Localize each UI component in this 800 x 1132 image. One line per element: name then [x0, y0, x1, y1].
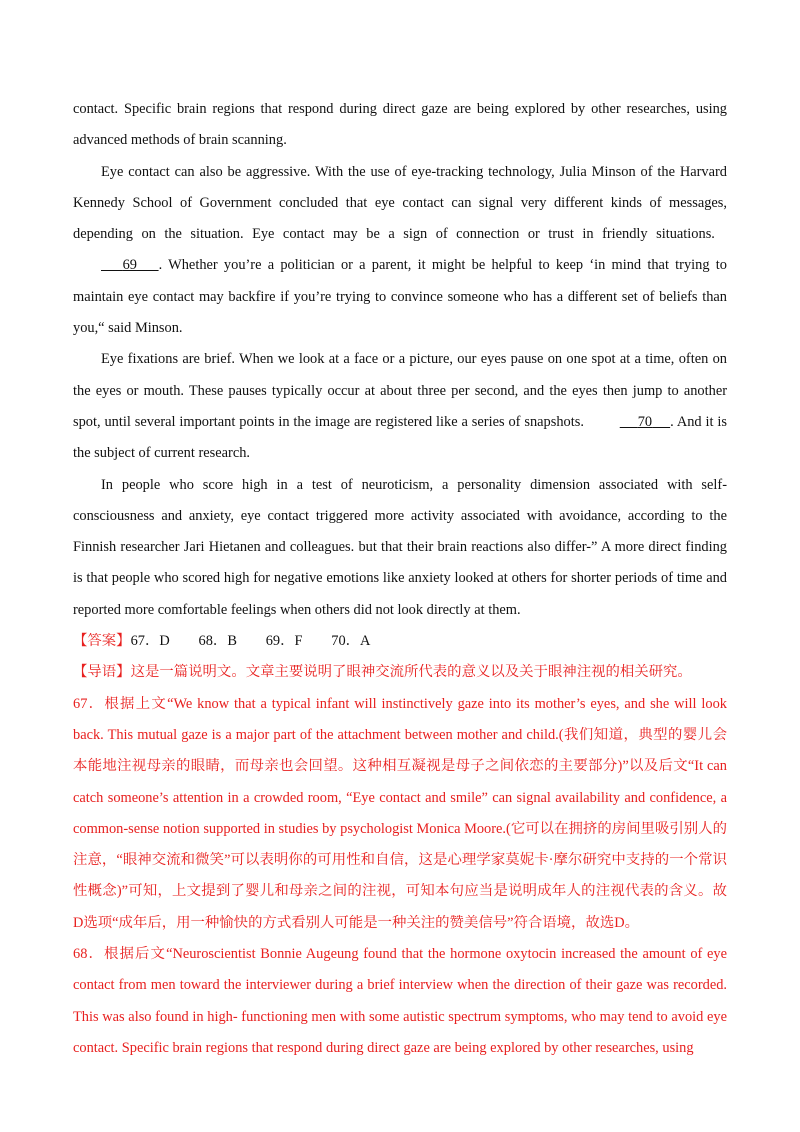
- document-content: [73, 94, 727, 1064]
- paragraph-3-text-after: . And it is the subject of current research.: [73, 413, 727, 462]
- blank-69: [73, 250, 159, 281]
- blank-70: [592, 407, 670, 438]
- passage-paragraph-2: [73, 157, 727, 345]
- blank-70-number: 70: [637, 413, 653, 430]
- analysis-67: 67．根据上文“We know that a typical infant will instinctively gaze into its mother’s eyes, and she will look back. This mutual gaze is a major part of the attachment between mother and child.(我们知道，典型的婴儿会本能地注视母亲的眼睛，而母亲也会回望。这种相互凝视是母子之间依恋的主要部分)”以及后文“It can catch someone’s attention in a crowded room, “Eye contact and smile” can signal availability and confidence, a common-sense notion supported in studies by psychologist Monica Moore.(它可以在拥挤的房间里吸引别人的注意，“眼神交流和微笑”可以表明你的可用性和自信，这是心理学家莫妮卡·摩尔研究中支持的一个常识性概念)”可知，上文提到了婴儿和母亲之间的注视，可知本句应当是说明成年人的注视代表的含义。故D选项“成年后，用一种愉快的方式看别人可能是一种关注的赞美信号”符合语境，故选D。: [73, 695, 727, 931]
- passage-paragraph-3: [73, 344, 727, 469]
- paragraph-3-text-before: Eye fixations are brief. When we look at a face or a picture, our eyes pause on one spot at a time, often on the eyes or mouth. These pauses typically occur at about three per second, and the eyes then jump to another spot, until several important points in the image are registered like a series of snapshots.: [73, 351, 727, 430]
- answer-line: [73, 626, 727, 657]
- paragraph-2-text-after: . Whether you’re a politician or a parent, it might be helpful to keep ‘in mind that trying to maintain eye contact may backfire if you’re trying to convince someone who has a different set of beliefs than you,“ said Minson.: [73, 257, 727, 337]
- guide-line: [73, 657, 727, 688]
- analysis-68: 68．根据后文“Neuroscientist Bonnie Augeung found that the hormone oxytocin increased the amount of eye contact from men toward the interviewer during a brief interview when the direction of their gaze was recorded. This was also found in high- functioning men with some autistic spectrum symptoms, who may tend to avoid eye contact. Specific brain regions that respond during direct gaze are being explored by other researches, using: [73, 946, 727, 1056]
- passage-paragraph-1: contact. Specific brain regions that respond during direct gaze are being explored by other researches, using advanced methods of brain scanning.: [73, 101, 727, 149]
- paragraph-2-text-before: Eye contact can also be aggressive. With the use of eye-tracking technology, Julia Minson of the Harvard Kennedy School of Government concluded that eye contact can signal very different kinds of messages, depending on the situation. Eye contact may be a sign of connection or trust in friendly situations.: [73, 163, 727, 243]
- answer-label: 【答案】: [73, 633, 131, 650]
- guide-label: 【导语】: [73, 664, 131, 681]
- answer-text: 67．D 68．B 69．F 70．A: [130, 633, 371, 650]
- guide-text: 这是一篇说明文。文章主要说明了眼神交流所代表的意义以及关于眼神注视的相关研究。: [130, 664, 692, 681]
- passage-paragraph-4: In people who score high in a test of neuroticism, a personality dimension associated with self-consciousness and anxiety, eye contact triggered more activity associated with avoidance, according to the Finnish researcher Jari Hietanen and colleagues. but that their brain reactions also differ-” A more direct finding is that people who scored high for negative emotions like anxiety looked at others for shorter periods of time and reported more comfortable feelings when others did not look directly at them.: [73, 476, 727, 618]
- blank-69-number: 69: [122, 257, 137, 274]
